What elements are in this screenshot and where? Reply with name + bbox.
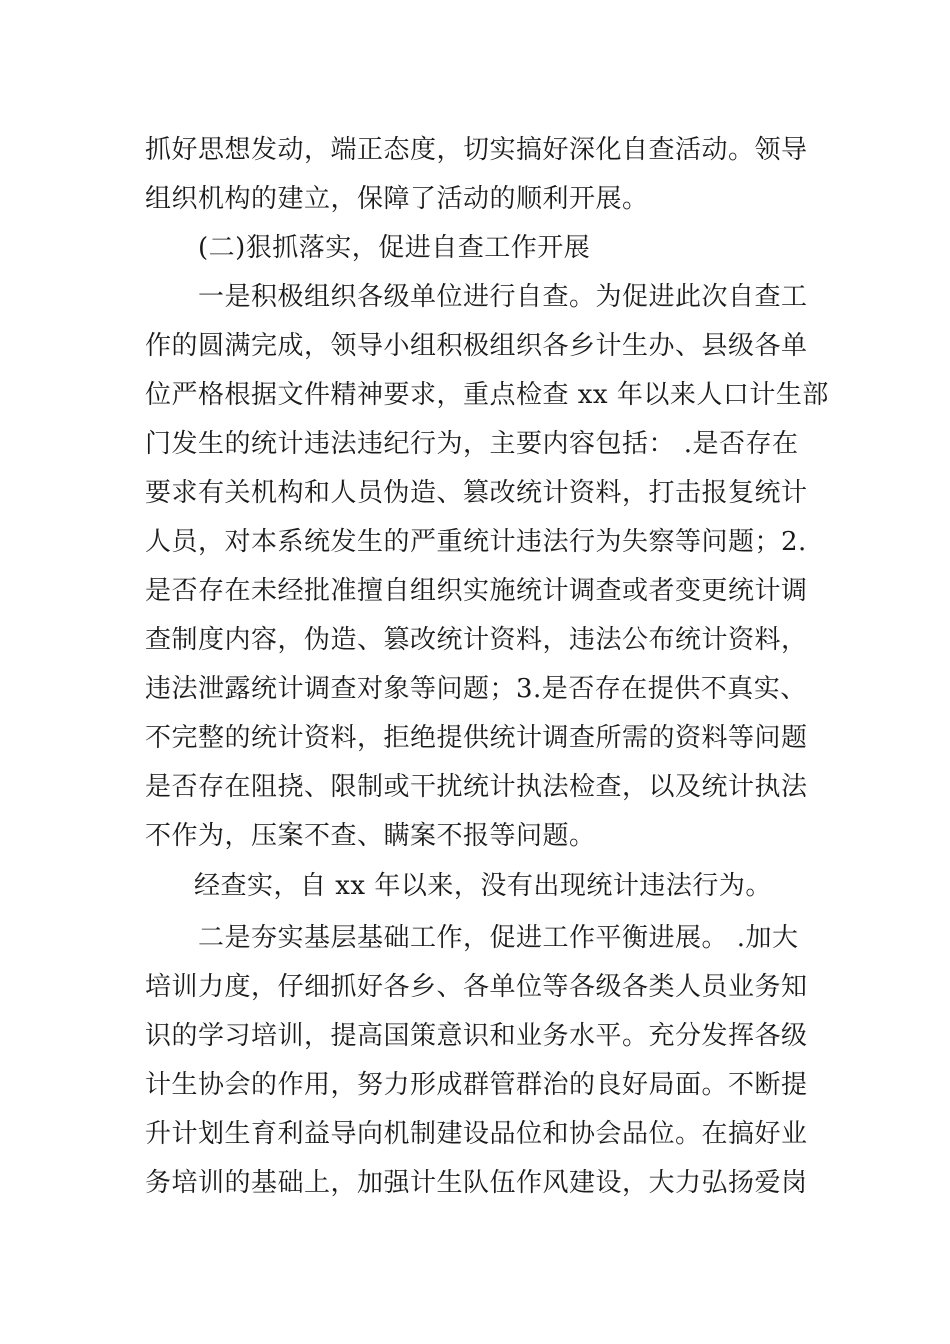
- text-line: 门发生的统计违法违纪行为，主要内容包括： .是否存在: [145, 429, 799, 459]
- text-line: 人员，对本系统发生的严重统计违法行为失察等问题；2.: [145, 527, 807, 557]
- text-line: 是否存在未经批准擅自组织实施统计调查或者变更统计调: [145, 576, 808, 606]
- text-line: 要求有关机构和人员伪造、篡改统计资料，打击报复统计: [145, 478, 808, 508]
- section-heading: (二)狠抓落实，促进自查工作开展: [198, 233, 591, 263]
- text-line: 组织机构的建立，保障了活动的顺利开展。: [145, 184, 649, 214]
- text-line: 查制度内容，伪造、篡改统计资料，违法公布统计资料，: [145, 625, 808, 655]
- text-line: 计生协会的作用，努力形成群管群治的良好局面。不断提: [145, 1070, 808, 1100]
- text-line: 识的学习培训，提高国策意识和业务水平。充分发挥各级: [145, 1021, 808, 1051]
- text-line: 一是积极组织各级单位进行自查。为促进此次自查工: [198, 282, 808, 312]
- text-line: 不作为，压案不查、瞒案不报等问题。: [145, 821, 596, 851]
- text-line: 务培训的基础上，加强计生队伍作风建设，大力弘扬爱岗: [145, 1168, 808, 1198]
- text-line: 作的圆满完成，领导小组积极组织各乡计生办、县级各单: [145, 331, 808, 361]
- text-line: 培训力度，仔细抓好各乡、各单位等各级各类人员业务知: [145, 972, 808, 1002]
- text-line: 违法泄露统计调查对象等问题；3.是否存在提供不真实、: [145, 674, 807, 704]
- text-line: 升计划生育利益导向机制建设品位和协会品位。在搞好业: [145, 1119, 808, 1149]
- text-line: 二是夯实基层基础工作，促进工作平衡进展。 .加大: [198, 923, 799, 953]
- text-line: 抓好思想发动，端正态度，切实搞好深化自查活动。领导: [145, 135, 808, 165]
- text-line: 经查实，自 xx 年以来，没有出现统计违法行为。: [194, 871, 772, 901]
- text-line: 位严格根据文件精神要求，重点检查 xx 年以来人口计生部: [145, 380, 829, 410]
- text-line: 不完整的统计资料，拒绝提供统计调查所需的资料等问题: [145, 723, 808, 753]
- text-line: 是否存在阻挠、限制或干扰统计执法检查，以及统计执法: [145, 772, 808, 802]
